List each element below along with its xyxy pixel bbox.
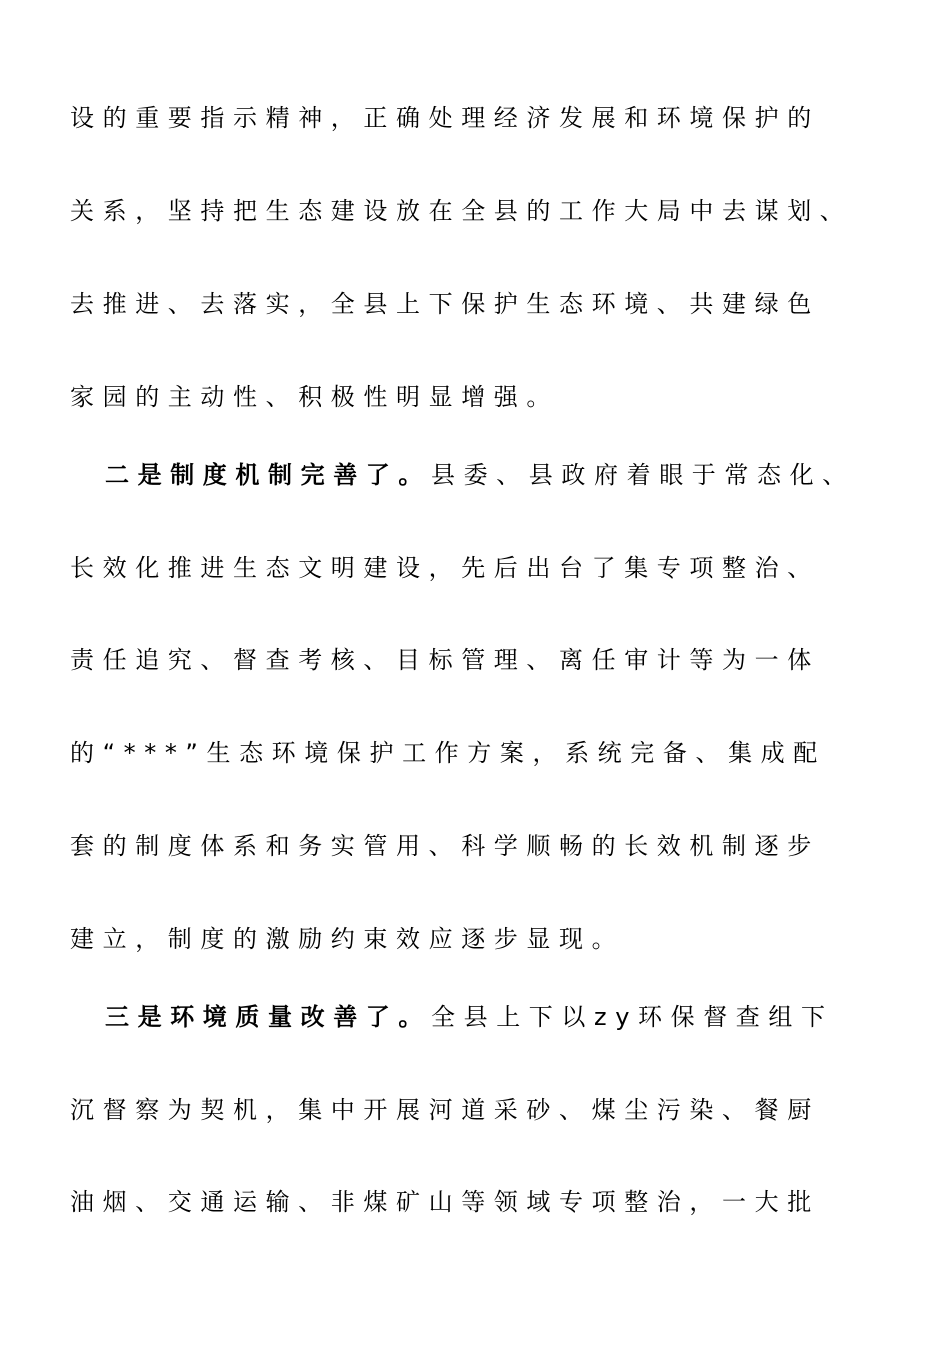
- paragraph2-heading: 二是制度机制完善了。: [105, 461, 431, 489]
- paragraph2-line3: 责任追究、督查考核、目标管理、离任审计等为一体: [70, 646, 820, 674]
- paragraph3-line3: 油烟、交通运输、非煤矿山等领域专项整治，一大批: [70, 1188, 820, 1216]
- paragraph1-line2: 关系，坚持把生态建设放在全县的工作大局中去谋划、: [70, 197, 853, 225]
- paragraph2-line4: 的“***”生态环境保护工作方案，系统完备、集成配: [70, 739, 826, 767]
- paragraph2-line6: 建立，制度的激励约束效应逐步显现。: [70, 925, 625, 953]
- paragraph2-line5: 套的制度体系和务实管用、科学顺畅的长效机制逐步: [70, 832, 820, 860]
- paragraph3-first-line-text: 全县上下以zy环保督查组下: [431, 1003, 834, 1031]
- paragraph2-first-line: [105, 455, 950, 495]
- paragraph2-first-line-text: 县委、县政府着眼于常态化、: [431, 461, 855, 489]
- paragraph3-line2: 沉督察为契机，集中开展河道采砂、煤尘污染、餐厨: [70, 1096, 820, 1124]
- paragraph3-first-line: [105, 997, 950, 1037]
- paragraph1-line1: 设的重要指示精神，正确处理经济发展和环境保护的: [70, 104, 820, 132]
- paragraph2-line2: 长效化推进生态文明建设，先后出台了集专项整治、: [70, 554, 820, 582]
- paragraph3-heading: 三是环境质量改善了。: [105, 1003, 431, 1031]
- paragraph1-line3: 去推进、去落实，全县上下保护生态环境、共建绿色: [70, 290, 820, 318]
- paragraph1-line4: 家园的主动性、积极性明显增强。: [70, 383, 559, 411]
